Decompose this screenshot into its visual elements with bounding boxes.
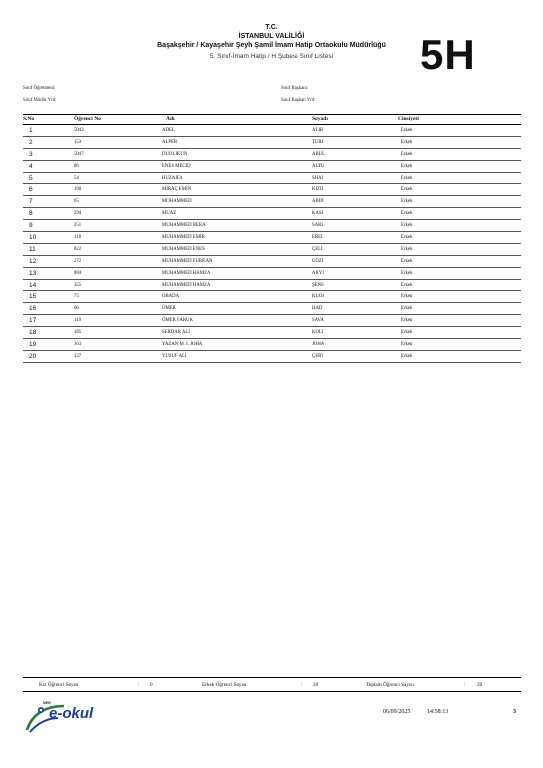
student-number: 5047 xyxy=(74,148,162,160)
student-name: MUHAMMED ENES xyxy=(162,243,312,255)
student-number: 66 xyxy=(74,303,162,315)
student-name: ALPER xyxy=(162,136,312,148)
student-sno: 1 xyxy=(23,125,74,136)
student-surname: ABDI xyxy=(312,196,401,208)
table-row xyxy=(23,339,521,351)
student-number: 884 xyxy=(74,267,162,279)
student-sno: 10 xyxy=(23,232,74,244)
table-row xyxy=(23,350,521,362)
student-surname: SAVA xyxy=(312,315,401,327)
student-number: 355 xyxy=(74,279,162,291)
student-gender: Erkek xyxy=(401,172,521,184)
student-number: 153 xyxy=(74,136,162,148)
column-header-sno: S.No xyxy=(23,116,35,122)
table-row xyxy=(23,125,521,136)
student-name: MUHAMMED EMİR xyxy=(162,232,312,244)
student-sno: 12 xyxy=(23,255,74,267)
student-surname: ÇELİ xyxy=(312,243,401,255)
student-name: ÖMER xyxy=(162,303,312,315)
student-name: ADEL xyxy=(162,125,312,136)
student-surname: JOHA xyxy=(312,339,401,351)
student-surname: KOLI xyxy=(312,327,401,339)
student-name: MUHAMMED HAMZA xyxy=(162,279,312,291)
student-surname: KIZII xyxy=(312,184,401,196)
total-count-label: Toplam Öğrenci Sayısı xyxy=(366,682,414,688)
student-gender: Erkek xyxy=(401,220,521,232)
student-name: DUOLIKUN xyxy=(162,148,312,160)
student-sno: 5 xyxy=(23,172,74,184)
student-gender: Erkek xyxy=(401,243,521,255)
table-row xyxy=(23,208,521,220)
logo-text: e-okul xyxy=(49,705,94,722)
student-gender: Erkek xyxy=(401,327,521,339)
student-sno: 2 xyxy=(23,136,74,148)
student-table xyxy=(23,125,521,363)
logo-meb-text: MEB xyxy=(43,701,51,705)
table-row xyxy=(23,303,521,315)
student-name: MUHAMMED FURKAN xyxy=(162,255,312,267)
student-sno: 11 xyxy=(23,243,74,255)
student-number: 294 xyxy=(74,208,162,220)
student-sno: 20 xyxy=(23,350,74,362)
student-gender: Erkek xyxy=(401,267,521,279)
student-gender: Erkek xyxy=(401,303,521,315)
table-row xyxy=(23,327,521,339)
table-row xyxy=(23,184,521,196)
student-number: 5042 xyxy=(74,125,162,136)
footer-bottom-rule xyxy=(23,691,521,692)
table-row xyxy=(23,232,521,244)
table-row xyxy=(23,243,521,255)
student-surname: ÇEBI xyxy=(312,350,401,362)
student-surname: ABUL xyxy=(312,148,401,160)
student-name: YAZAN M. I. JOHA xyxy=(162,339,312,351)
student-sno: 14 xyxy=(23,279,74,291)
student-surname: SARI xyxy=(312,220,401,232)
student-gender: Erkek xyxy=(401,350,521,362)
student-name: ENES MECID xyxy=(162,160,312,172)
student-number: 65 xyxy=(74,196,162,208)
student-name: ÖMER FARUK xyxy=(162,315,312,327)
student-number: 118 xyxy=(74,232,162,244)
student-gender: Erkek xyxy=(401,315,521,327)
student-gender: Erkek xyxy=(401,279,521,291)
student-gender: Erkek xyxy=(401,208,521,220)
total-count-value: 20 xyxy=(477,682,483,688)
column-header-student-no: Öğrenci No xyxy=(74,116,101,122)
teacher-label: Sınıf Öğretmeni: xyxy=(23,86,56,91)
student-table-body xyxy=(23,125,521,362)
student-number: 190 xyxy=(74,184,162,196)
student-name: MOHAMMED xyxy=(162,196,312,208)
student-number: 251 xyxy=(74,220,162,232)
girl-count-colon: : xyxy=(138,682,140,688)
column-header-name: Adı xyxy=(166,116,175,122)
student-gender: Erkek xyxy=(401,136,521,148)
table-row xyxy=(23,267,521,279)
student-surname: ŞENS xyxy=(312,279,401,291)
total-count-colon: : xyxy=(464,682,466,688)
student-gender: Erkek xyxy=(401,148,521,160)
student-sno: 19 xyxy=(23,339,74,351)
student-surname: HAD xyxy=(312,303,401,315)
president-label: Sınıf Başkanı: xyxy=(281,86,309,91)
student-sno: 6 xyxy=(23,184,74,196)
student-name: MUHAMMED HAMZA xyxy=(162,267,312,279)
student-name: HUZAIFA xyxy=(162,172,312,184)
student-name: MUAZ xyxy=(162,208,312,220)
student-sno: 8 xyxy=(23,208,74,220)
student-sno: 15 xyxy=(23,291,74,303)
student-gender: Erkek xyxy=(401,291,521,303)
print-date: 06/09/2025 xyxy=(383,709,411,715)
student-gender: Erkek xyxy=(401,255,521,267)
header-tc: T.C. xyxy=(265,24,278,31)
student-name: YUSUF ALİ xyxy=(162,350,312,362)
student-number: 54 xyxy=(74,172,162,184)
student-surname: ALTU xyxy=(312,160,401,172)
girl-count-label: Kız Öğrenci Sayısı xyxy=(39,682,79,688)
student-number: 119 xyxy=(74,315,162,327)
student-number: 163 xyxy=(74,339,162,351)
student-number: 185 xyxy=(74,327,162,339)
boy-count-colon: : xyxy=(301,682,303,688)
header-valilik: İSTANBUL VALİLİĞİ xyxy=(238,33,305,40)
student-number: 86 xyxy=(74,160,162,172)
student-surname: KASI xyxy=(312,208,401,220)
table-row xyxy=(23,255,521,267)
table-row xyxy=(23,196,521,208)
student-name: MUHAMMED BERA xyxy=(162,220,312,232)
table-row xyxy=(23,160,521,172)
student-number: 272 xyxy=(74,255,162,267)
table-row xyxy=(23,172,521,184)
header-class-title: 5. Sınıf-İmam Hatip / H Şubesi Sınıf Listesi xyxy=(209,53,334,60)
student-sno: 9 xyxy=(23,220,74,232)
student-sno: 18 xyxy=(23,327,74,339)
student-gender: Erkek xyxy=(401,125,521,136)
class-code: 5H xyxy=(420,31,476,78)
student-sno: 17 xyxy=(23,315,74,327)
table-row xyxy=(23,136,521,148)
student-sno: 16 xyxy=(23,303,74,315)
student-gender: Erkek xyxy=(401,160,521,172)
student-number: 822 xyxy=(74,243,162,255)
student-sno: 13 xyxy=(23,267,74,279)
footer-top-rule xyxy=(23,677,521,678)
boy-count-label: Erkek Öğrenci Sayısı xyxy=(202,682,247,688)
student-surname: EREI xyxy=(312,232,401,244)
vice-president-label: Sınıf Başkan Yrd: xyxy=(281,98,316,103)
student-surname: ALIB xyxy=(312,125,401,136)
student-gender: Erkek xyxy=(401,184,521,196)
table-row xyxy=(23,315,521,327)
page-number: 3 xyxy=(513,709,516,715)
table-row xyxy=(23,148,521,160)
student-sno: 3 xyxy=(23,148,74,160)
boy-count-value: 20 xyxy=(313,682,319,688)
student-surname: GÖZİ xyxy=(312,255,401,267)
student-surname: KUOI xyxy=(312,291,401,303)
student-name: MİRAÇ EMİN xyxy=(162,184,312,196)
student-number: 137 xyxy=(74,350,162,362)
table-row xyxy=(23,220,521,232)
student-name: OBADA xyxy=(162,291,312,303)
column-header-surname: Soyadı xyxy=(312,116,328,122)
student-gender: Erkek xyxy=(401,339,521,351)
table-row xyxy=(23,291,521,303)
student-surname: TURI xyxy=(312,136,401,148)
print-time: 14:58:13 xyxy=(427,709,449,715)
student-name: SERDAR ALİ xyxy=(162,327,312,339)
student-surname: AKYİ xyxy=(312,267,401,279)
student-gender: Erkek xyxy=(401,196,521,208)
table-row xyxy=(23,279,521,291)
student-gender: Erkek xyxy=(401,232,521,244)
vice-principal-label: Sınıf Müdür Yrd: xyxy=(23,98,57,103)
girl-count-value: 0 xyxy=(150,682,153,688)
student-number: 75 xyxy=(74,291,162,303)
header-school-name: Başakşehir / Kayaşehir Şeyh Şamil İmam Hatip Ortaokulu Müdürlüğü xyxy=(157,42,386,49)
student-sno: 7 xyxy=(23,196,74,208)
column-header-gender: Cinsiyeti xyxy=(398,116,419,122)
table-top-rule xyxy=(23,114,521,115)
student-surname: SHAI xyxy=(312,172,401,184)
student-sno: 4 xyxy=(23,160,74,172)
